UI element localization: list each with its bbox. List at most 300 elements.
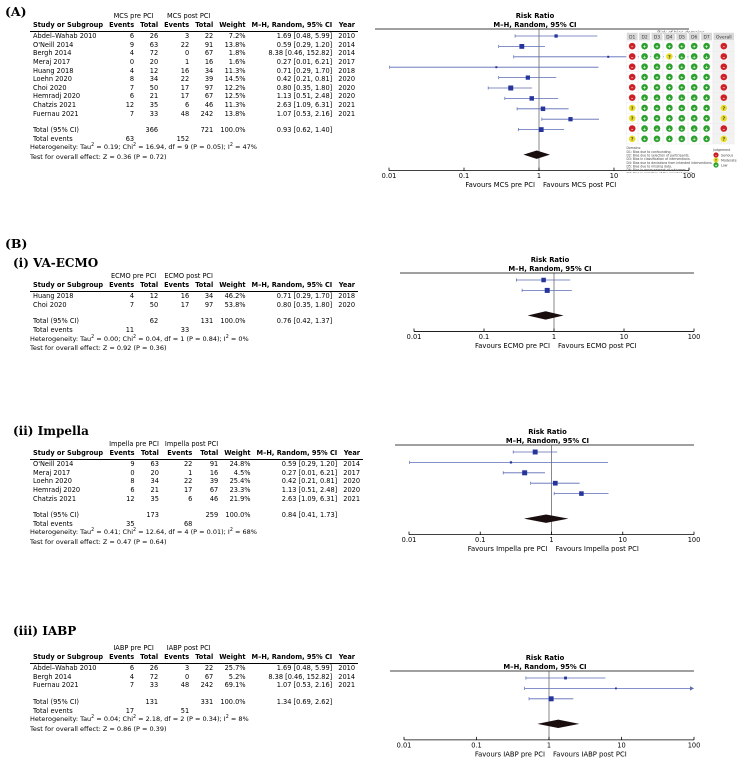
panel-a-letter: (A) [5,4,27,19]
risk-ratio: 1.69 [0.48, 5.99] [276,664,333,673]
total-2: 16 [209,468,219,477]
rob-judgement-low-icon [703,135,710,142]
panel-b [0,196,747,765]
svg-text:?: ? [722,117,726,123]
forest-subtitle-biii: M–H, Random, 95% CI [503,662,587,671]
weight: 69.1% [224,681,246,690]
total-1: 35 [149,100,159,109]
effect-size-marker [541,278,546,283]
meta-table-a [30,12,358,143]
weight: 12.2% [224,83,246,92]
col-events-2: Events [164,652,190,661]
panel-b-letter: (B) [5,236,28,251]
study-rows-a [30,32,358,118]
forest-title-bii: Risk Ratio [528,428,567,436]
weight: 13.8% [224,109,246,118]
total-1: 12 [149,66,159,75]
effect-size-marker [510,461,512,463]
heterogeneity-bii: Heterogeneity: Tau$^2$ = 0.41; Chi$^2$ = 12.64, df = 4 (P = 0.01); $I^2 = 68\%$ [30,528,257,537]
total-label: Total (95% CI) [33,317,79,326]
study-name: O'Neill 2014 [33,40,74,49]
year: 2014 [343,460,361,469]
weight: 11.3% [224,100,246,109]
weight: 53.8% [224,300,246,309]
col-total-1: Total [140,280,159,289]
col-total-2: Total [195,652,214,661]
total-2: 67 [209,485,219,494]
rob-judgement-low-icon [703,125,710,132]
events-1: 9 [130,460,135,469]
rob-domains-heading: Domains: [626,146,642,150]
events-1: 6 [129,92,135,101]
svg-text:?: ? [722,106,726,112]
year: 2018 [338,66,356,75]
table-row [30,460,363,469]
svg-text:+: + [692,86,697,92]
group-label-left: MCS pre PCI [113,12,154,20]
total-events-2: 152 [176,134,190,143]
total-events-row-biii [30,707,358,716]
svg-text:+: + [704,96,709,102]
overall-effect-bii: Test for overall effect: Z = 0.47 (P = 0.64) [30,537,167,546]
risk-ratio: 1.07 [0.53, 2.16] [276,681,333,690]
effect-size-marker [607,56,609,58]
rob-legend-moderate-icon [713,157,718,162]
events-1: 0 [129,57,135,66]
forest-subtitle-a: M–H, Random, 95% CI [493,20,577,29]
forest-subtitle-bi: M–H, Random, 95% CI [508,264,592,273]
total-2: 34 [204,66,214,75]
svg-text:+: + [667,86,672,92]
study-name: Fuernau 2021 [33,681,79,690]
heterogeneity-a: Heterogeneity: Tau$^2$ = 0.19; Chi$^2$ = 16.94, df = 9 (P = 0.05); $I^2 = 47\%$ [30,143,257,152]
events-2: 16 [180,66,190,75]
rob-judgement-low-icon [691,104,698,111]
overall-effect-biii: Test for overall effect: Z = 0.86 (P = 0.39) [30,724,167,733]
events-2: 1 [188,468,193,477]
col-events-1: Events [109,448,135,457]
events-1: 4 [129,292,135,301]
table-row [30,664,358,673]
axis-tick-label: 1 [546,741,552,750]
axis-tick-label: 0.01 [396,741,412,750]
total-weight: 100.0% [220,317,246,326]
rob-judgement-low-icon [691,115,698,122]
rob-judgement-moderate-icon [720,104,727,111]
svg-text:+: + [667,106,672,112]
rob-judgement-low-icon [641,74,648,81]
events-2: 17 [180,300,190,309]
total-events-label: Total events [33,706,73,715]
favours-right-label: Favours ECMO post PCI [558,341,637,350]
events-2: 22 [183,477,193,486]
row-spacer [30,118,358,126]
rob-judgement-low-icon [666,94,673,101]
meta-table-biii [30,644,358,715]
risk-ratio: 0.80 [0.35, 1.80] [276,83,333,92]
effect-size-marker [545,288,550,293]
table-row [30,49,358,58]
total-rr: 0.76 [0.42, 1.37] [276,317,333,326]
rob-judgement-low-icon [654,94,661,101]
year: 2020 [343,477,361,486]
rob-judgement-low-icon [654,84,661,91]
group-label-right: Impella post PCI [164,440,219,448]
axis-tick-label: 1 [549,536,554,545]
svg-text:+: + [642,96,647,102]
rob-judgement-low-icon [654,53,661,60]
study-name: Choi 2020 [33,83,67,92]
study-name: Abdel–Wahab 2010 [33,664,97,673]
forest-subtitle-bii: M–H, Random, 95% CI [505,436,590,445]
row-spacer [30,690,358,698]
risk-ratio: 0.80 [0.35, 1.80] [276,300,333,309]
rob-judgement-low-icon [703,43,710,50]
total-2: 39 [204,75,214,84]
rob-judgement-low-icon [703,94,710,101]
study-name: Loehn 2020 [33,477,72,486]
rob-legend-low-icon [713,162,718,167]
risk-ratio: 8.38 [0.46, 152.82] [268,672,333,681]
rob-domain-note: D2: Bias due to selection of participants. [626,153,690,158]
events-2: 0 [184,49,190,58]
svg-text:+: + [655,96,659,102]
svg-text:+: + [704,75,709,81]
rob-judgement-serious-icon [720,43,727,50]
summary-diamond [537,720,579,728]
total-n2: 331 [200,697,214,706]
events-1: 4 [129,672,135,681]
axis-tick-label: 100 [687,332,700,341]
total-events-2: 51 [180,706,190,715]
svg-text:+: + [704,44,709,50]
svg-text:+: + [679,65,684,71]
table-row [30,41,358,50]
rob-judgement-low-icon [666,104,673,111]
svg-text:?: ? [630,137,634,143]
svg-text:+: + [642,55,647,61]
total-1: 50 [149,300,159,309]
effect-size-marker [495,66,497,68]
svg-text:+: + [704,55,709,61]
svg-text:+: + [642,127,647,133]
svg-text:+: + [704,106,709,112]
summary-diamond [524,514,569,522]
year: 2010 [338,32,356,41]
events-2: 17 [180,92,190,101]
favours-left-label: Favours ECMO pre PCI [474,341,550,350]
events-1: 7 [129,300,135,309]
total-2: 39 [209,477,219,486]
rob-judgement-serious-icon [629,43,636,50]
svg-text:+: + [655,65,659,71]
forest-row [525,686,694,690]
total-1: 33 [149,109,159,118]
svg-text:–: – [722,44,725,50]
risk-ratio: 1.13 [0.51, 2.48] [276,92,333,101]
year: 2021 [338,681,356,690]
effect-size-marker [526,75,530,79]
axis-tick-label: 1 [551,332,557,341]
total-1: 21 [149,92,159,101]
total-1: 34 [149,75,159,84]
total-events-label: Total events [33,519,73,528]
study-name: Chatzis 2021 [33,494,77,503]
effect-size-marker [508,86,513,91]
svg-text:+: + [714,163,718,168]
total-2: 16 [204,57,214,66]
panel-a [0,0,747,195]
weight: 7.2% [228,32,246,41]
risk-ratio: 1.69 [0.48, 5.99] [276,32,333,41]
svg-text:–: – [722,86,725,92]
forest-svg [395,428,700,570]
forest-row [499,44,545,49]
col-year: Year [338,20,356,29]
svg-text:+: + [655,75,659,81]
rob-judgement-low-icon [691,63,698,70]
risk-ratio: 8.38 [0.46, 152.82] [268,49,333,58]
svg-text:–: – [722,55,725,61]
total-1: 34 [150,477,159,486]
rob-judgement-serious-icon [720,53,727,60]
col-weight: Weight [219,20,246,29]
rob-judgement-low-icon [641,104,648,111]
svg-text:+: + [642,106,647,112]
rob-judgement-moderate-icon [629,135,636,142]
col-study: Study or Subgroup [33,280,104,289]
events-1: 0 [130,468,135,477]
forest-row [390,66,599,69]
axis-tick-label: 0.1 [458,172,470,181]
total-n1: 131 [145,697,159,706]
svg-text:+: + [655,117,659,123]
svg-text:+: + [679,96,684,102]
total-1: 33 [149,681,159,690]
svg-text:+: + [704,137,709,143]
svg-text:–: – [722,127,725,133]
year: 2010 [338,664,356,673]
risk-ratio: 0.71 [0.29, 1.70] [276,66,333,75]
effect-size-marker [539,127,544,132]
rob-judgement-low-icon [641,63,648,70]
svg-text:+: + [704,86,709,92]
total-n1: 62 [149,317,159,326]
effect-size-marker [579,491,584,496]
rob-judgement-serious-icon [629,53,636,60]
rob-judgement-low-icon [678,135,685,142]
risk-of-bias-table [625,28,747,173]
risk-ratio: 2.63 [1.09, 6.31] [281,494,338,503]
panel-bii-table-wrap [30,440,363,547]
table-row [30,495,363,504]
rob-column-header: D2 [641,35,648,41]
axis-tick-label: 10 [609,172,619,181]
col-year: Year [338,652,356,661]
forest-row [531,481,580,486]
svg-text:–: – [631,96,634,102]
svg-text:+: + [679,106,684,112]
total-1: 20 [149,57,159,66]
rob-judgement-low-icon [641,53,648,60]
group-label-right: MCS post PCI [166,12,211,20]
rob-judgement-low-icon [641,115,648,122]
col-study: Study or Subgroup [33,448,104,457]
subpanel-iii-title: (iii) IABP [13,624,77,638]
year: 2020 [338,83,356,92]
rob-judgement-low-icon [654,74,661,81]
summary-diamond [528,311,564,319]
events-2: 22 [180,75,190,84]
events-1: 4 [129,49,135,58]
study-name: Meraj 2017 [33,57,71,66]
total-events-row-bii [30,520,363,529]
svg-text:+: + [692,75,697,81]
svg-text:?: ? [668,55,671,61]
table-row [30,92,358,101]
row-spacer [30,503,363,511]
study-rows-bi [30,292,358,310]
forest-svg [390,628,700,758]
rob-judgement-low-icon [678,84,685,91]
rob-judgement-low-icon [691,74,698,81]
total-row-biii [30,698,358,707]
summary-diamond [523,150,550,158]
events-2: 48 [180,109,190,118]
col-events-2: Events [164,280,190,289]
rob-domain-note: D4: Bias due to deviations from intended interventions. [626,160,713,165]
study-name: Bergh 2014 [33,672,72,681]
total-1: 12 [149,292,159,301]
total-row-bii [30,511,363,520]
group-header-row [30,440,363,449]
axis-tick-label: 0.1 [478,332,490,341]
panel-bi-table-wrap [30,272,358,354]
total-label: Total (95% CI) [33,126,79,135]
total-1: 26 [149,32,159,41]
rob-judgement-serious-icon [720,74,727,81]
svg-text:+: + [679,86,684,92]
svg-text:–: – [631,44,634,50]
rob-judgement-serious-icon [629,84,636,91]
forest-row [526,676,605,679]
rob-legend-label: Moderate [721,158,737,163]
risk-ratio: 1.07 [0.53, 2.16] [276,109,333,118]
rob-judgement-low-icon [654,115,661,122]
svg-text:+: + [667,127,672,133]
risk-ratio: 0.42 [0.21, 0.81] [281,477,338,486]
total-1: 63 [149,40,159,49]
weight: 25.4% [229,477,251,486]
total-n1: 173 [146,511,159,520]
year: 2020 [338,300,356,309]
rob-legend-label: Serious [721,153,734,158]
study-name: Fuernau 2021 [33,109,79,118]
rob-judgement-low-icon [678,43,685,50]
overall-effect-a: Test for overall effect: Z = 0.36 (P = 0.72) [30,152,167,161]
svg-text:+: + [667,75,672,81]
events-1: 6 [129,664,135,673]
col-total-1: Total [140,652,159,661]
rob-column-header: D1 [629,35,636,41]
rob-column-header: D6 [691,35,698,41]
rob-judgement-low-icon [641,94,648,101]
axis-tick-label: 10 [618,536,627,545]
table-row [30,32,358,41]
study-name: Bergh 2014 [33,49,72,58]
risk-ratio: 0.42 [0.21, 0.81] [276,75,333,84]
forest-row [505,96,558,100]
table-row [30,486,363,495]
table-row [30,301,358,310]
svg-text:–: – [722,96,725,102]
col-events-1: Events [109,652,135,661]
total-2: 97 [204,83,214,92]
svg-text:+: + [679,75,684,81]
forest-row [515,34,597,37]
weight: 14.5% [224,75,246,84]
effect-size-marker [533,450,538,455]
total-weight: 100.0% [220,697,246,706]
table-row [30,292,358,301]
total-weight: 100.0% [225,511,251,520]
axis-tick-label: 0.1 [471,741,482,750]
rob-judgement-low-icon [641,43,648,50]
meta-table-bii [30,440,363,528]
rob-column-header: D3 [653,35,661,41]
heterogeneity-bi: Heterogeneity: Tau$^2$ = 0.00; Chi$^2$ = 0.04, df = 1 (P = 0.84); $I^2 = 0\%$ [30,334,249,343]
total-n2: 721 [200,126,214,135]
svg-text:+: + [655,137,659,143]
study-name: Hemradj 2020 [33,92,81,101]
subpanel-ii-title: (ii) Impella [13,424,89,438]
total-2: 91 [209,460,219,469]
rob-judgement-low-icon [654,43,661,50]
weight: 4.5% [233,468,251,477]
table-row [30,58,358,67]
year: 2021 [343,494,361,503]
forest-row [529,696,573,701]
events-2: 6 [188,494,193,503]
effect-size-marker [519,44,524,49]
risk-ratio: 0.59 [0.29, 1.20] [281,460,338,469]
events-1: 12 [125,100,135,109]
favours-right-label: Favours MCS post PCI [543,181,617,190]
rob-judgement-low-icon [703,74,710,81]
rob-judgement-serious-icon [720,63,727,70]
axis-tick-label: 1 [536,172,542,181]
axis-tick-label: 100 [687,741,700,750]
axis-tick-label: 0.1 [475,536,486,545]
rob-judgement-low-icon [703,115,710,122]
events-1: 8 [130,477,135,486]
svg-text:–: – [631,75,634,81]
svg-text:+: + [642,75,647,81]
total-2: 22 [204,32,214,41]
rob-judgement-serious-icon [629,125,636,132]
weight: 11.3% [224,66,246,75]
column-header-row [30,653,358,662]
total-1: 20 [150,468,159,477]
rob-judgement-low-icon [691,53,698,60]
rob-judgement-low-icon [678,125,685,132]
rob-column-header: D4 [666,35,673,41]
risk-ratio: 0.71 [0.29, 1.70] [276,292,333,301]
rob-domain-note: D5: Bias due to missing data. [626,164,673,169]
axis-tick-label: 0.01 [381,172,397,181]
study-name: Chatzis 2021 [33,100,77,109]
svg-text:+: + [642,86,647,92]
